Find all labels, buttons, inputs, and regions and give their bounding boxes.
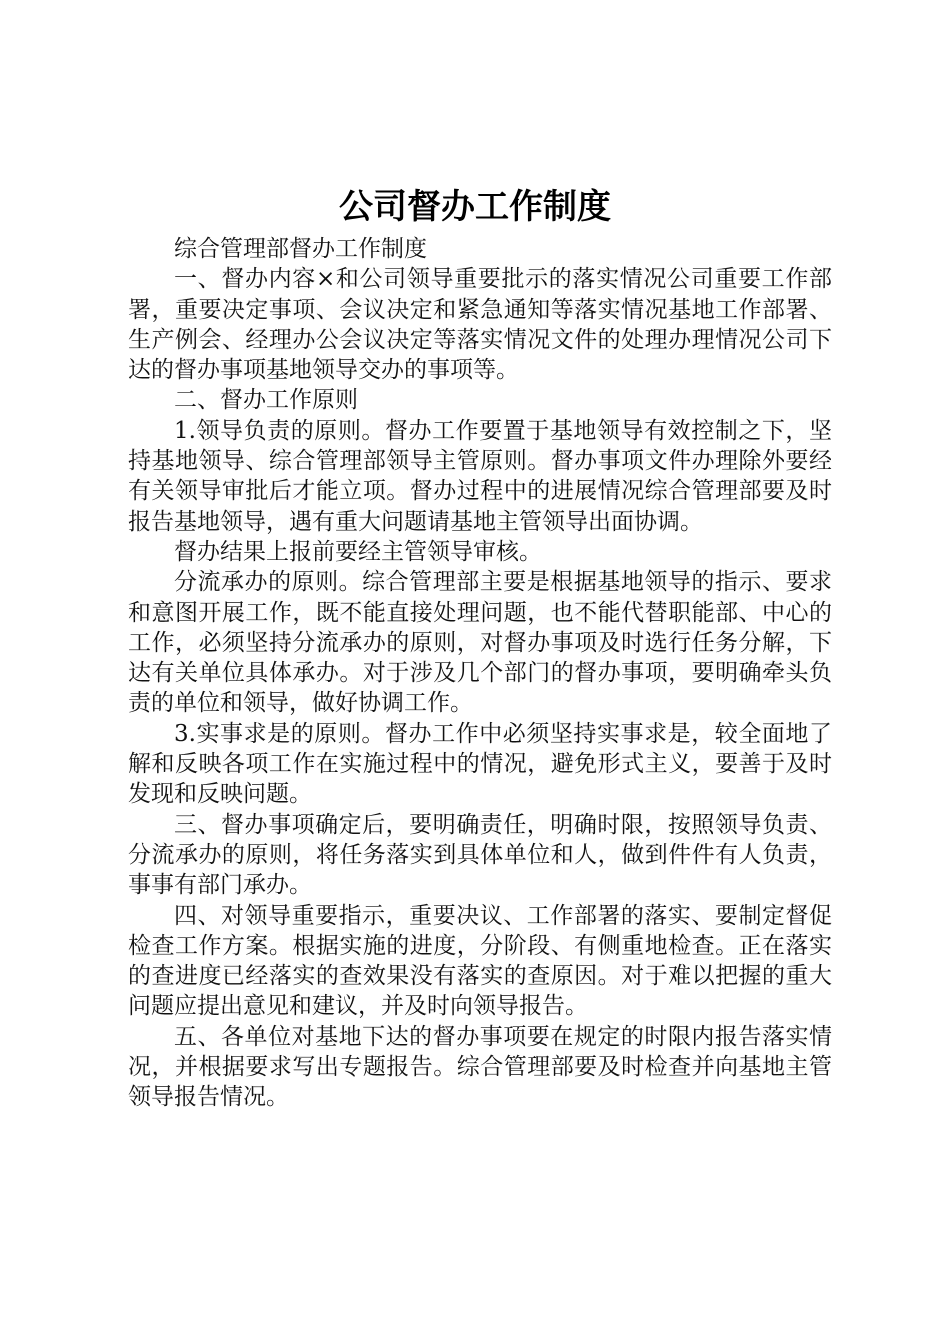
document-body [128, 234, 832, 1113]
paragraph-section-1: 一、督办内容×和公司领导重要批示的落实情况公司重要工作部署，重要决定事项、会议决定和紧急通知等落实情况基地工作部署、生产例会、经理办公会议决定等落实情况文件的处理办理情况公司下达的督办事项基地领导交办的事项等。 [128, 266, 832, 384]
paragraph-section-2-heading: 二、督办工作原则 [174, 387, 358, 414]
paragraph-principle-1: 1.领导负责的原则。督办工作要置于基地领导有效控制之下，坚持基地领导、综合管理部领导主管原则。督办事项文件办理除外要经有关领导审批后才能立项。督办过程中的进展情况综合管理部要及时报告基地领导，遇有重大问题请基地主管领导出面协调。 [128, 417, 832, 535]
paragraph-section-3: 三、督办事项确定后，要明确责任，明确时限，按照领导负责、分流承办的原则，将任务落实到具体单位和人，做到件件有人负责，事事有部门承办。 [128, 811, 832, 899]
paragraph-section-5: 五、各单位对基地下达的督办事项要在规定的时限内报告落实情况，并根据要求写出专题报告。综合管理部要及时检查并向基地主管领导报告情况。 [128, 1023, 832, 1111]
paragraph-section-4: 四、对领导重要指示，重要决议、工作部署的落实、要制定督促检查工作方案。根据实施的进度，分阶段、有侧重地检查。正在落实的查进度已经落实的查效果没有落实的查原因。对于难以把握的重大问题应提出意见和建议，并及时向领导报告。 [128, 902, 832, 1020]
paragraph-review-note: 督办结果上报前要经主管领导审核。 [174, 538, 542, 565]
paragraph-subtitle: 综合管理部督办工作制度 [174, 236, 427, 262]
paragraph-principle-3: 3.实事求是的原则。督办工作中必须坚持实事求是，较全面地了解和反映各项工作在实施过程中的情况，避免形式主义，要善于及时发现和反映问题。 [128, 720, 832, 808]
document-title: 公司督办工作制度 [339, 187, 611, 227]
paragraph-principle-2: 分流承办的原则。综合管理部主要是根据基地领导的指示、要求和意图开展工作，既不能直接处理问题，也不能代替职能部、中心的工作，必须坚持分流承办的原则，对督办事项及时选行任务分解，下达有关单位具体承办。对于涉及几个部门的督办事项，要明确牵头负责的单位和领导，做好协调工作。 [128, 569, 832, 717]
